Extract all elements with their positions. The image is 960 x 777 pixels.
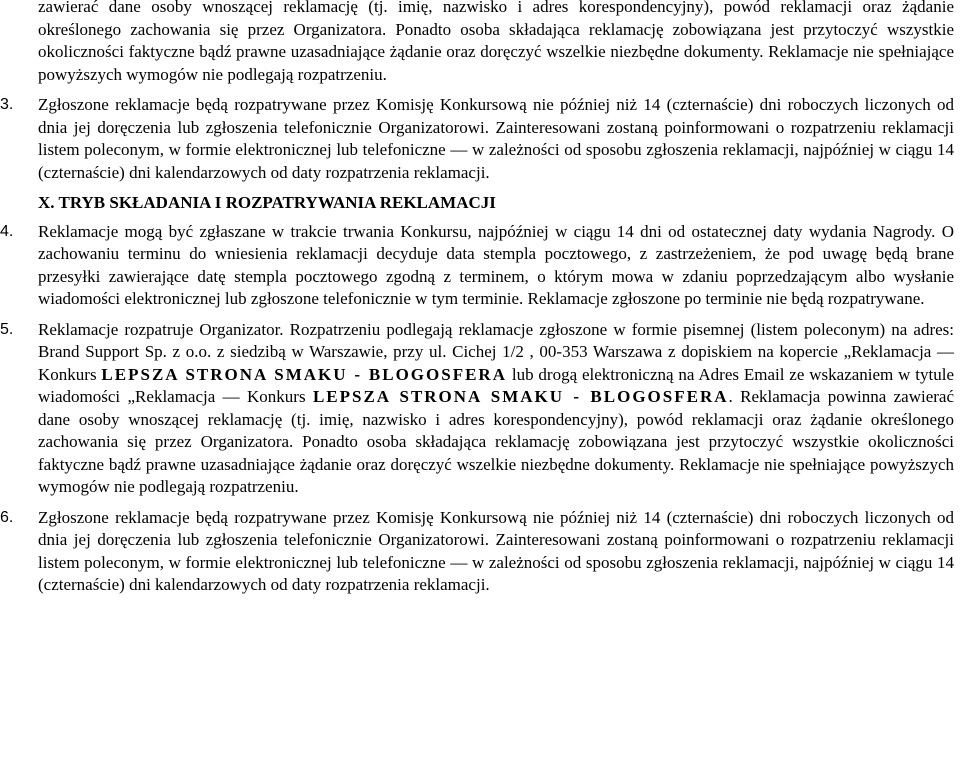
item-number: 3. [0,96,14,113]
item-number: 5. [0,320,14,338]
section-heading [38,192,954,215]
contest-name: LEPSZA STRONA SMAKU - BLOGOSFERA [312,387,729,406]
intro-paragraph: zawierać dane osoby wnoszącej reklamację (tj. imię, nazwisko i adres korespondencyjny), powód reklamacji oraz żądanie określonego zachowania się przez Organizatora. Ponadto osoba składająca reklamację zobowiązana jest przytoczyć wszystkie okoliczności faktyczne bądź prawne uzasadniające żądanie oraz doręczyć wszelkie niezbędne dokumenty. Reklamacje nie spełniające powyższych wymogów nie podlegają rozpatrzeniu. [38,0,954,84]
item-text-part: lub drogą elektroniczną na Adres Email ze wskazaniem w tytule wiadomości „Reklamacja — Konkurs [38,364,954,406]
item-text-part: Reklamacje rozpatruje Organizator. Rozpatrzeniu podlegają reklamacje zgłoszone w formie pisemnej (listem poleconym) na adres: Brand Support Sp. z o.o. z siedzibą w Warszawie, przy ul. Cichej 1/2 , 00-353 Warszawa z dopiskiem na kopercie „Reklamacja — Konkurs [38,319,954,384]
list-item-4 [0,221,954,311]
item-text: Zgłoszone reklamacje będą rozpatrywane przez Komisję Konkursową nie później niż 14 (czternaście) dni roboczych liczonych od dnia jej doręczenia lub zgłoszenia telefonicznie Organizatorowi. Zainteresowani zostaną poinformowani o rozpatrzeniu reklamacji listem poleconym, w formie elektronicznej lub telefoniczne — w zależności od sposobu zgłoszenia reklamacji, najpóźniej w ciągu 14 (czternaście) dni kalendarzowych od daty rozpatrzenia reklamacji. [38,507,954,594]
item-number: 6. [0,508,14,526]
item-number: 4. [0,222,14,240]
list-item-5 [0,319,954,499]
list-item-3 [0,94,954,184]
item-text: Zgłoszone reklamacje będą rozpatrywane przez Komisję Konkursową nie później niż 14 (czternaście) dni roboczych liczonych od dnia jej doręczenia lub zgłoszenia telefonicznie Organizatorowi. Zainteresowani zostaną poinformowani o rozpatrzeniu reklamacji listem poleconym, w formie elektronicznej lub telefoniczne — w zależności od sposobu zgłoszenia reklamacji, najpóźniej w ciągu 14 (czternaście) dni kalendarzowych od daty rozpatrzenia reklamacji. [38,95,954,182]
section-title: TRYB SKŁADANIA I ROZPATRYWANIA REKLAMACJI [58,193,496,212]
item-text-part: . Reklamacja powinna zawierać dane osoby wnoszącej reklamację (tj. imię, nazwisko i adres korespondencyjny), powód reklamacji oraz żądanie określonego zachowania się przez Organizatora. Ponadto osoba składająca reklamację zobowiązana jest przytoczyć wszystkie okoliczności faktyczne bądź prawne uzasadniające żądanie oraz doręczyć wszelkie niezbędne dokumenty. Reklamacje nie spełniające powyższych wymogów nie podlegają rozpatrzeniu. [38,387,954,496]
item-text [38,319,954,499]
item-text: Reklamacje mogą być zgłaszane w trakcie trwania Konkursu, najpóźniej w ciągu 14 dni od ostatecznej daty wydania Nagrody. O zachowaniu terminu do wniesienia reklamacji decyduje data stempla pocztowego, z zastrzeżeniem, że pod uwagę będą brane przesyłki zawierające datę stempla pocztowego zgodną z terminem, o którym mowa w zdaniu poprzedzającym albo wysłanie wiadomości elektronicznej lub zgłoszone telefonicznie w tym terminie. Reklamacje zgłoszone po terminie nie będą rozpatrywane. [38,221,954,308]
section-number: X. [38,193,55,212]
contest-name: LEPSZA STRONA SMAKU - BLOGOSFERA [101,364,507,384]
list-item-6 [0,507,954,597]
